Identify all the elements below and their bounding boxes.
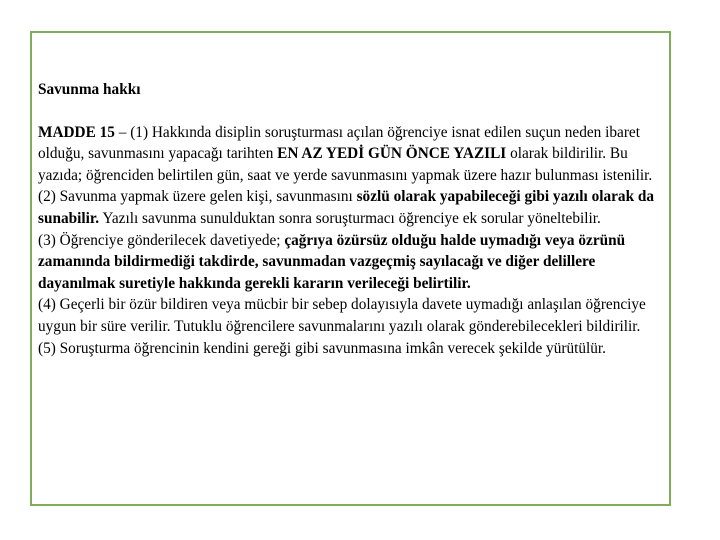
paragraph-1	[38, 122, 668, 187]
document-body	[38, 79, 668, 359]
paragraph-4: (4) Geçerli bir özür bildiren veya mücbir bir sebep dolayısıyla davete uymadığı anlaşılan öğrenciye uygun bir süre verilir. Tutuklu öğrencilere savunmalarını yazılı olarak gönderebilecekleri bildirilir.	[38, 296, 646, 335]
paragraph-1-text-a: – (1) Hakkında disiplin soruşturması açılan öğrenciye isnat edilen suçun neden ibaret olduğu, savunmasını yapacağı tarihten	[38, 123, 640, 163]
paragraph-1-text-b: olarak bildirilir. Bu yazıda; öğrenciden belirtilen gün, saat ve yerde savunmasını yapmak üzere hazır bulunması istenilir.	[38, 145, 653, 184]
paragraph-2-text-b: Yazılı savunma sunulduktan sonra soruşturmacı öğrenciye ek sorular yöneltebilir.	[99, 209, 601, 227]
paragraph-3-emphasis: çağrıya özürsüz olduğu halde uymadığı veya özrünü zamanında bildirmediği takdirde, savunmadan vazgeçmiş sayılacağı ve diğer delillere dayanılmak suretiyle hakkında gerekli kararın verileceği belirtilir.	[38, 231, 626, 292]
paragraph-2-emphasis: sözlü olarak yapabileceği gibi yazılı olarak da sunabilir.	[38, 188, 655, 227]
paragraph-3-text-a: (3) Öğrenciye gönderilecek davetiyede;	[38, 231, 285, 249]
paragraph-2	[38, 186, 668, 229]
section-heading: Savunma hakkı	[38, 81, 141, 98]
paragraph-1-emphasis: EN AZ YEDİ GÜN ÖNCE YAZILI	[277, 145, 507, 163]
paragraph-2-text-a: (2) Savunma yapmak üzere gelen kişi, savunmasını	[38, 188, 357, 206]
paragraph-3	[38, 230, 668, 295]
paragraph-5: (5) Soruşturma öğrencinin kendini gereği gibi savunmasına imkân verecek şekilde yürütülür.	[38, 339, 606, 357]
article-number: MADDE 15	[38, 123, 115, 141]
